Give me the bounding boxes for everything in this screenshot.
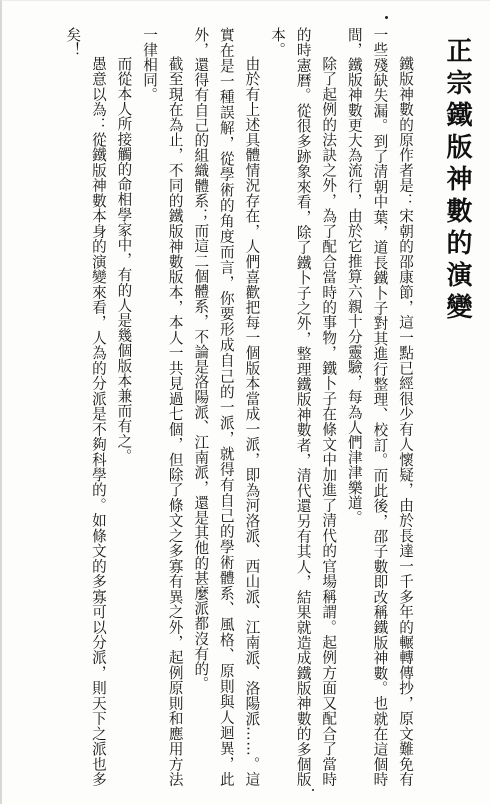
article-body <box>60 27 418 787</box>
paragraph-3: 由於有上述具體情況存在，人們喜歡把每一個版本當成一派，即為河洛派、西山派、江南派、洛陽派……。這實在是一種誤解，從學術的角度而言，你要形成自己的一派，就得有自己的學術體系、風格、原則與人迴異，此外，還得有自己的組織體系；而這二個體系，不論是洛陽派、江南派，還是其他的甚麼派都沒有的。 <box>192 27 261 787</box>
paragraph-6: 愚意以為：從鐵版神數本身的演變來看，人為的分派是不夠科學的。如條文的多寡可以分派，則天下之派也多矣！ <box>64 27 107 787</box>
paragraph-5: 而從本人所接觸的命相學家中，有的人是幾個版本兼而有之。 <box>115 56 133 464</box>
ink-speck <box>385 16 388 19</box>
page-content <box>60 27 474 787</box>
ink-speck <box>312 789 314 791</box>
page-title: 正宗鐵版神數的演變 <box>442 37 472 325</box>
paragraph-1: 鐵版神數的原作者是：宋朝的邵康節，這一點已經很少有人懷疑，由於長達一千多年的輾轉傳抄，原文難免有一些殘缺失漏。到了清朝中葉，道長鐵卜子對其進行整理、校訂。而此後，邵子數即改稱鐵版神數。也就在這個時間，鐵版神數更大為流行，由於它推算六親十分靈驗，每為人們津津樂道。 <box>345 27 414 787</box>
paragraph-2: 除了起例的法訣之外，為了配合當時的事物，鐵卜子在條文中加進了清代的官場稱謂。起例方面又配合了當時的時憲曆。從很多跡象來看，除了鐵卜子之外，整理鐵版神數者，清代還另有其人，結果就造成鐵版神數的多個版本。 <box>269 27 338 787</box>
paragraph-4: 截至現在為止，不同的鐵版神數版本，本人一共見過七個，但除了條文之多寡有異之外，起例原則和應用方法一律相同。 <box>141 27 184 787</box>
